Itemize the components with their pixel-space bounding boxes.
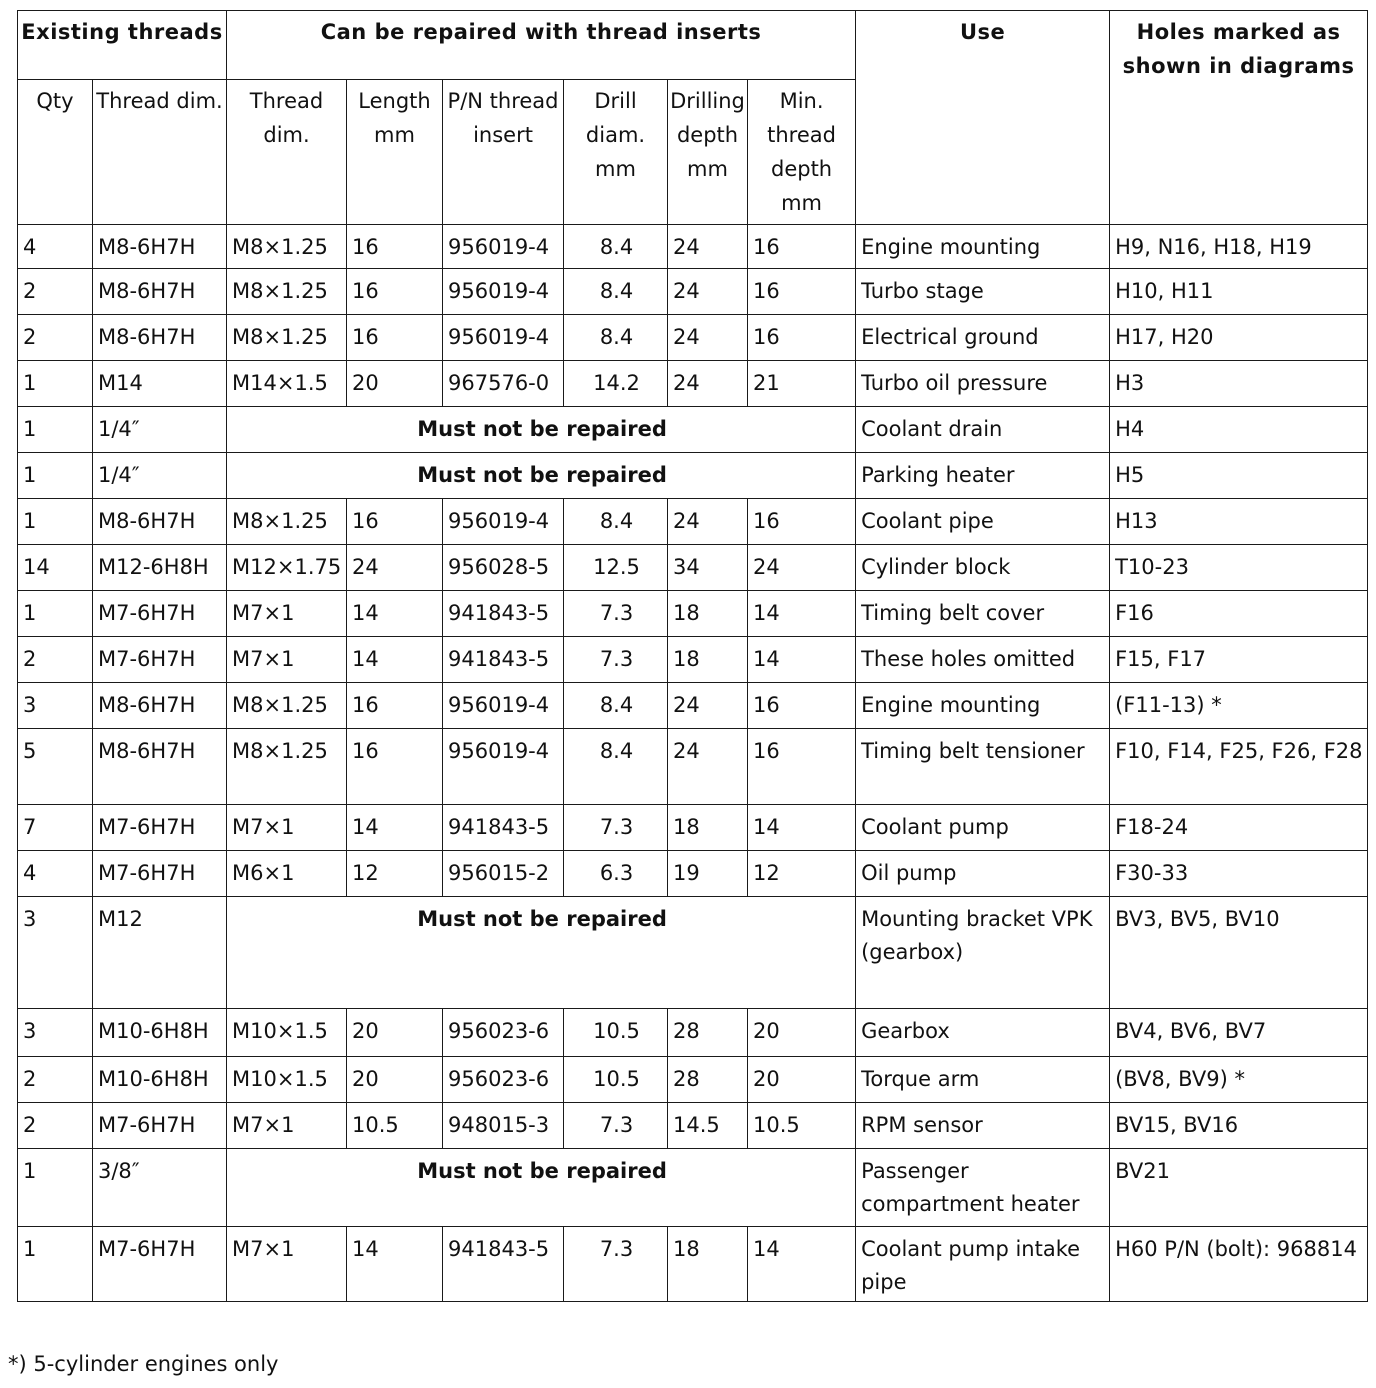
cell-use: Coolant pump	[856, 805, 1110, 851]
cell-use: Coolant drain	[856, 407, 1110, 453]
table-row	[18, 729, 1368, 805]
cell-use: Gearbox	[856, 1009, 1110, 1057]
table-row	[18, 683, 1368, 729]
cell-existing-thread: M8-6H7H	[93, 225, 227, 269]
cell-thread-dim: M7×1	[227, 1103, 347, 1149]
table-row	[18, 1103, 1368, 1149]
cell-use: Parking heater	[856, 453, 1110, 499]
header-min-thread-depth: Min. thread depth mm	[748, 80, 856, 225]
cell-part-number: 956015-2	[443, 851, 564, 897]
cell-existing-thread: M8-6H7H	[93, 683, 227, 729]
cell-part-number: 956023-6	[443, 1009, 564, 1057]
cell-min-thread-depth: 24	[748, 545, 856, 591]
cell-holes: H60 P/N (bolt): 968814	[1110, 1227, 1368, 1302]
cell-existing-thread: M8-6H7H	[93, 315, 227, 361]
cell-use: Electrical ground	[856, 315, 1110, 361]
cell-qty: 2	[18, 1103, 93, 1149]
cell-length: 16	[347, 499, 443, 545]
cell-qty: 5	[18, 729, 93, 805]
cell-drilling-depth: 19	[668, 851, 748, 897]
cell-qty: 1	[18, 591, 93, 637]
cell-existing-thread: M7-6H7H	[93, 805, 227, 851]
table-row	[18, 805, 1368, 851]
cell-existing-thread: M8-6H7H	[93, 269, 227, 315]
cell-length: 16	[347, 225, 443, 269]
cell-drilling-depth: 24	[668, 499, 748, 545]
cell-qty: 2	[18, 315, 93, 361]
cell-existing-thread: M14	[93, 361, 227, 407]
footnote: *) 5-cylinder engines only	[8, 1352, 279, 1376]
cell-drill-diameter: 8.4	[564, 683, 668, 729]
cell-length: 20	[347, 1009, 443, 1057]
cell-min-thread-depth: 14	[748, 637, 856, 683]
cell-drilling-depth: 18	[668, 637, 748, 683]
cell-drill-diameter: 7.3	[564, 637, 668, 683]
cell-thread-dim: M12×1.75	[227, 545, 347, 591]
cell-holes: BV4, BV6, BV7	[1110, 1009, 1368, 1057]
cell-length: 24	[347, 545, 443, 591]
cell-thread-dim: M8×1.25	[227, 315, 347, 361]
cell-holes: (F11-13) *	[1110, 683, 1368, 729]
cell-length: 16	[347, 315, 443, 361]
cell-holes: (BV8, BV9) *	[1110, 1057, 1368, 1103]
cell-min-thread-depth: 20	[748, 1009, 856, 1057]
cell-use: Coolant pipe	[856, 499, 1110, 545]
cell-drill-diameter: 7.3	[564, 591, 668, 637]
cell-min-thread-depth: 20	[748, 1057, 856, 1103]
cell-existing-thread: 1/4″	[93, 453, 227, 499]
header-repaired-with-inserts: Can be repaired with thread inserts	[227, 11, 856, 80]
table-row	[18, 545, 1368, 591]
cell-existing-thread: M10-6H8H	[93, 1009, 227, 1057]
cell-use: These holes omitted	[856, 637, 1110, 683]
cell-drill-diameter: 14.2	[564, 361, 668, 407]
cell-drilling-depth: 24	[668, 683, 748, 729]
cell-existing-thread: M7-6H7H	[93, 851, 227, 897]
table-row	[18, 499, 1368, 545]
cell-length: 14	[347, 637, 443, 683]
cell-drilling-depth: 24	[668, 361, 748, 407]
cell-not-repairable: Must not be repaired	[227, 407, 856, 453]
cell-part-number: 956023-6	[443, 1057, 564, 1103]
cell-use: Turbo stage	[856, 269, 1110, 315]
cell-holes: BV3, BV5, BV10	[1110, 897, 1368, 1009]
cell-holes: H10, H11	[1110, 269, 1368, 315]
cell-min-thread-depth: 21	[748, 361, 856, 407]
cell-part-number: 941843-5	[443, 805, 564, 851]
cell-use: Timing belt tensioner	[856, 729, 1110, 805]
cell-existing-thread: M12-6H8H	[93, 545, 227, 591]
cell-drill-diameter: 8.4	[564, 269, 668, 315]
cell-part-number: 956019-4	[443, 683, 564, 729]
header-drill-diameter: Drill diam. mm	[564, 80, 668, 225]
cell-drill-diameter: 10.5	[564, 1057, 668, 1103]
cell-drilling-depth: 28	[668, 1057, 748, 1103]
cell-use: Oil pump	[856, 851, 1110, 897]
cell-qty: 4	[18, 225, 93, 269]
cell-qty: 1	[18, 499, 93, 545]
cell-qty: 2	[18, 637, 93, 683]
table-row	[18, 1227, 1368, 1302]
cell-qty: 1	[18, 407, 93, 453]
cell-length: 16	[347, 729, 443, 805]
cell-existing-thread: M7-6H7H	[93, 637, 227, 683]
cell-drill-diameter: 8.4	[564, 729, 668, 805]
header-part-number: P/N thread insert	[443, 80, 564, 225]
cell-qty: 4	[18, 851, 93, 897]
cell-thread-dim: M10×1.5	[227, 1009, 347, 1057]
cell-use: Engine mounting	[856, 683, 1110, 729]
cell-drill-diameter: 12.5	[564, 545, 668, 591]
cell-existing-thread: M7-6H7H	[93, 1103, 227, 1149]
cell-holes: F16	[1110, 591, 1368, 637]
cell-drill-diameter: 6.3	[564, 851, 668, 897]
cell-existing-thread: M12	[93, 897, 227, 1009]
cell-min-thread-depth: 16	[748, 499, 856, 545]
cell-thread-dim: M7×1	[227, 805, 347, 851]
table-row	[18, 591, 1368, 637]
cell-length: 14	[347, 591, 443, 637]
table-row	[18, 407, 1368, 453]
cell-existing-thread: M8-6H7H	[93, 729, 227, 805]
cell-min-thread-depth: 16	[748, 729, 856, 805]
cell-length: 16	[347, 269, 443, 315]
cell-thread-dim: M6×1	[227, 851, 347, 897]
cell-qty: 3	[18, 1009, 93, 1057]
table-row	[18, 1149, 1368, 1227]
header-holes-marked: Holes marked as shown in diagrams	[1110, 11, 1368, 225]
cell-use: Coolant pump intake pipe	[856, 1227, 1110, 1302]
cell-min-thread-depth: 10.5	[748, 1103, 856, 1149]
cell-part-number: 941843-5	[443, 591, 564, 637]
cell-length: 12	[347, 851, 443, 897]
cell-part-number: 956019-4	[443, 225, 564, 269]
cell-drilling-depth: 34	[668, 545, 748, 591]
cell-holes: BV15, BV16	[1110, 1103, 1368, 1149]
table-row	[18, 269, 1368, 315]
cell-existing-thread: M7-6H7H	[93, 591, 227, 637]
cell-qty: 3	[18, 897, 93, 1009]
cell-min-thread-depth: 16	[748, 269, 856, 315]
cell-qty: 3	[18, 683, 93, 729]
cell-existing-thread: M8-6H7H	[93, 499, 227, 545]
header-thread-dim: Thread dim.	[227, 80, 347, 225]
table-row	[18, 897, 1368, 1009]
cell-thread-dim: M14×1.5	[227, 361, 347, 407]
cell-qty: 1	[18, 453, 93, 499]
cell-not-repairable: Must not be repaired	[227, 897, 856, 1009]
cell-drilling-depth: 24	[668, 315, 748, 361]
cell-drill-diameter: 10.5	[564, 1009, 668, 1057]
header-length: Length mm	[347, 80, 443, 225]
cell-thread-dim: M8×1.25	[227, 269, 347, 315]
cell-holes: H5	[1110, 453, 1368, 499]
cell-drilling-depth: 18	[668, 1227, 748, 1302]
cell-drill-diameter: 7.3	[564, 1103, 668, 1149]
cell-thread-dim: M8×1.25	[227, 729, 347, 805]
cell-drilling-depth: 24	[668, 225, 748, 269]
cell-part-number: 956028-5	[443, 545, 564, 591]
cell-holes: H4	[1110, 407, 1368, 453]
cell-thread-dim: M8×1.25	[227, 683, 347, 729]
cell-existing-thread: 3/8″	[93, 1149, 227, 1227]
cell-thread-dim: M7×1	[227, 591, 347, 637]
cell-drill-diameter: 8.4	[564, 225, 668, 269]
cell-use: Engine mounting	[856, 225, 1110, 269]
cell-holes: F30-33	[1110, 851, 1368, 897]
cell-part-number: 967576-0	[443, 361, 564, 407]
cell-thread-dim: M10×1.5	[227, 1057, 347, 1103]
cell-qty: 14	[18, 545, 93, 591]
cell-use: Turbo oil pressure	[856, 361, 1110, 407]
header-drilling-depth: Drilling depth mm	[668, 80, 748, 225]
cell-part-number: 956019-4	[443, 729, 564, 805]
cell-holes: F15, F17	[1110, 637, 1368, 683]
table-row	[18, 225, 1368, 269]
cell-qty: 2	[18, 1057, 93, 1103]
table-row	[18, 1057, 1368, 1103]
cell-holes: BV21	[1110, 1149, 1368, 1227]
table-body	[18, 225, 1368, 1302]
cell-qty: 7	[18, 805, 93, 851]
cell-drill-diameter: 8.4	[564, 315, 668, 361]
cell-holes: H13	[1110, 499, 1368, 545]
cell-use: Mounting bracket VPK (gearbox)	[856, 897, 1110, 1009]
cell-holes: T10-23	[1110, 545, 1368, 591]
cell-min-thread-depth: 12	[748, 851, 856, 897]
table-row	[18, 315, 1368, 361]
cell-min-thread-depth: 16	[748, 683, 856, 729]
cell-drilling-depth: 14.5	[668, 1103, 748, 1149]
cell-not-repairable: Must not be repaired	[227, 453, 856, 499]
cell-use: Passenger compartment heater	[856, 1149, 1110, 1227]
table-row	[18, 1009, 1368, 1057]
table-row	[18, 637, 1368, 683]
cell-not-repairable: Must not be repaired	[227, 1149, 856, 1227]
cell-existing-thread: M7-6H7H	[93, 1227, 227, 1302]
cell-drilling-depth: 28	[668, 1009, 748, 1057]
cell-thread-dim: M7×1	[227, 637, 347, 683]
cell-length: 20	[347, 361, 443, 407]
cell-holes: F10, F14, F25, F26, F28	[1110, 729, 1368, 805]
cell-drill-diameter: 7.3	[564, 1227, 668, 1302]
cell-holes: F18-24	[1110, 805, 1368, 851]
cell-existing-thread: 1/4″	[93, 407, 227, 453]
cell-min-thread-depth: 14	[748, 805, 856, 851]
cell-length: 10.5	[347, 1103, 443, 1149]
cell-qty: 2	[18, 269, 93, 315]
cell-drill-diameter: 8.4	[564, 499, 668, 545]
header-qty: Qty	[18, 80, 93, 225]
header-existing-thread-dim: Thread dim.	[93, 80, 227, 225]
cell-existing-thread: M10-6H8H	[93, 1057, 227, 1103]
cell-part-number: 941843-5	[443, 637, 564, 683]
cell-qty: 1	[18, 361, 93, 407]
header-existing-threads: Existing threads	[18, 11, 227, 80]
cell-holes: H17, H20	[1110, 315, 1368, 361]
cell-drilling-depth: 24	[668, 729, 748, 805]
cell-thread-dim: M8×1.25	[227, 225, 347, 269]
cell-length: 16	[347, 683, 443, 729]
cell-min-thread-depth: 16	[748, 225, 856, 269]
cell-use: Torque arm	[856, 1057, 1110, 1103]
cell-holes: H3	[1110, 361, 1368, 407]
cell-min-thread-depth: 14	[748, 591, 856, 637]
cell-use: RPM sensor	[856, 1103, 1110, 1149]
cell-drilling-depth: 24	[668, 269, 748, 315]
cell-min-thread-depth: 16	[748, 315, 856, 361]
cell-qty: 1	[18, 1227, 93, 1302]
cell-holes: H9, N16, H18, H19	[1110, 225, 1368, 269]
cell-drill-diameter: 7.3	[564, 805, 668, 851]
cell-qty: 1	[18, 1149, 93, 1227]
cell-thread-dim: M7×1	[227, 1227, 347, 1302]
cell-length: 20	[347, 1057, 443, 1103]
cell-part-number: 956019-4	[443, 499, 564, 545]
cell-use: Cylinder block	[856, 545, 1110, 591]
table-row	[18, 453, 1368, 499]
cell-min-thread-depth: 14	[748, 1227, 856, 1302]
cell-length: 14	[347, 805, 443, 851]
cell-part-number: 948015-3	[443, 1103, 564, 1149]
cell-drilling-depth: 18	[668, 591, 748, 637]
table-row	[18, 851, 1368, 897]
cell-use: Timing belt cover	[856, 591, 1110, 637]
header-use: Use	[856, 11, 1110, 225]
cell-part-number: 956019-4	[443, 315, 564, 361]
thread-repair-table	[17, 10, 1368, 1302]
cell-part-number: 956019-4	[443, 269, 564, 315]
cell-part-number: 941843-5	[443, 1227, 564, 1302]
cell-length: 14	[347, 1227, 443, 1302]
table-row	[18, 361, 1368, 407]
cell-drilling-depth: 18	[668, 805, 748, 851]
cell-thread-dim: M8×1.25	[227, 499, 347, 545]
